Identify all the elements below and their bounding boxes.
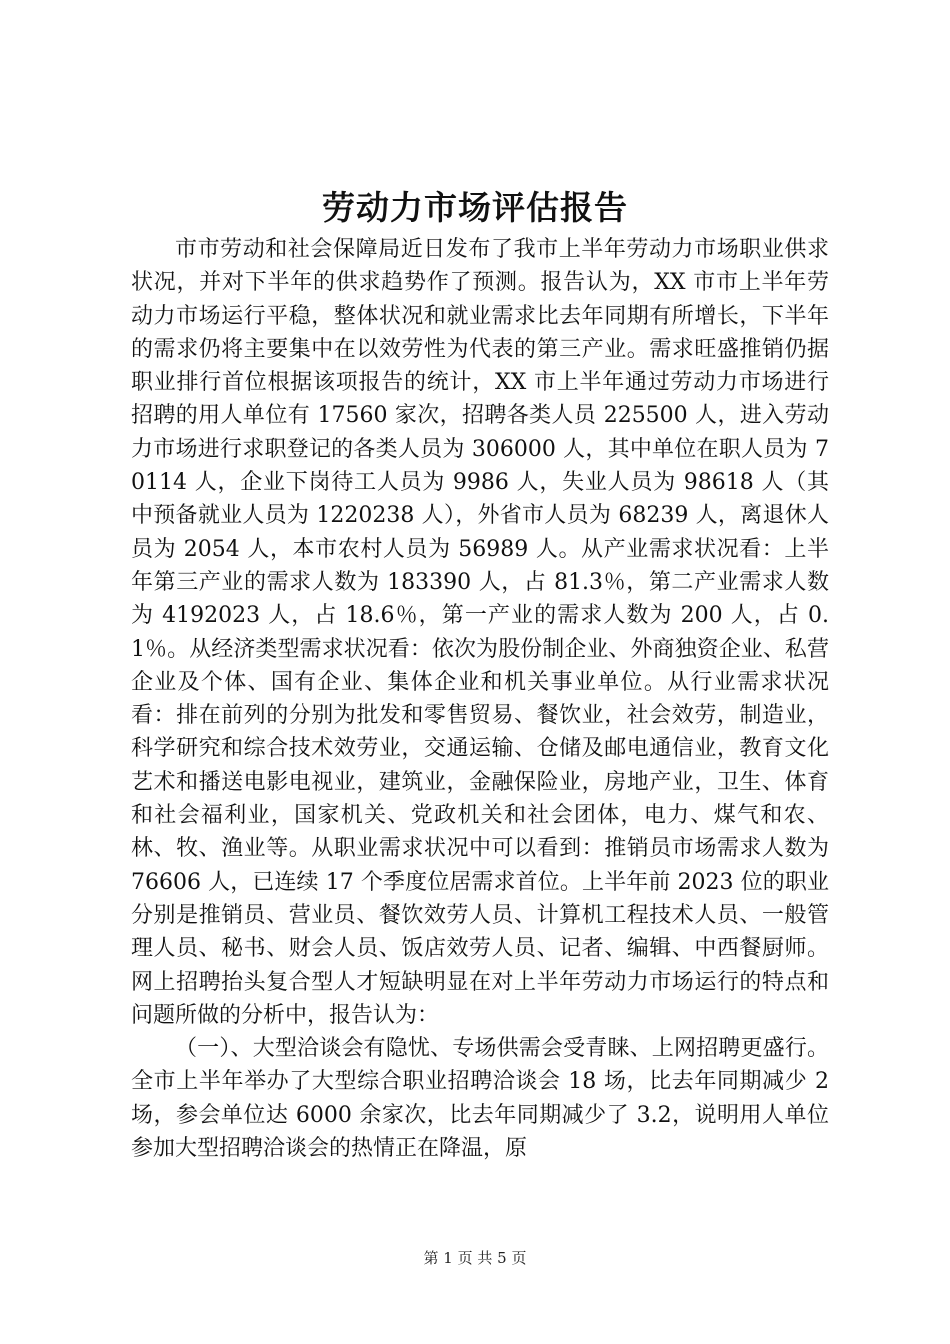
page-total: 共 5 页: [477, 1249, 527, 1267]
page-footer: [0, 1248, 950, 1268]
document-title: 劳动力市场评估报告: [322, 188, 628, 227]
paragraph: 市市劳动和社会保障局近日发布了我市上半年劳动力市场职业供求状况，并对下半年的供求趋势作了预测。报告认为，XX 市市上半年劳动力市场运行平稳，整体状况和就业需求比去年同期有所增长，下半年的需求仍将主要集中在以效劳性为代表的第三产业。需求旺盛推销仍据职业排行首位根据该项报告的统计，XX 市上半年通过劳动力市场进行招聘的用人单位有 17560 家次，招聘各类人员 225500 人，进入劳动力市场进行求职登记的各类人员为 306000 人，其中单位在职人员为 70114 人，企业下岗待工人员为 9986 人，失业人员为 98618 人（其中预备就业人员为 1220238 人），外省市人员为 68239 人，离退休人员为 2054 人，本市农村人员为 56989 人。从产业需求状况看：上半年第三产业的需求人数为 183390 人，占 81.3％，第二产业需求人数为 4192023 人，占 18.6％，第一产业的需求人数为 200 人，占 0.1％。从经济类型需求状况看：依次为股份制企业、外商独资企业、私营企业及个体、国有企业、集体企业和机关事业单位。从行业需求状况看：排在前列的分别为批发和零售贸易、餐饮业，社会效劳，制造业，科学研究和综合技术效劳业，交通运输、仓储及邮电通信业，教育文化艺术和播送电影电视业，建筑业，金融保险业，房地产业，卫生、体育和社会福利业，国家机关、党政机关和社会团体，电力、煤气和农、林、牧、渔业等。从职业需求状况中可以看到：推销员市场需求人数为 76606 人，已连续 17 个季度位居需求首位。上半年前 2023 位的职业分别是推销员、营业员、餐饮效劳人员、计算机工程技术人员、一般管理人员、秘书、财会人员、饭店效劳人员、记者、编辑、中西餐厨师。网上招聘抬头复合型人才短缺明显在对上半年劳动力市场运行的特点和问题所做的分析中，报告认为：: [131, 237, 829, 1028]
document-body: [131, 233, 829, 1165]
paragraph: （一）、大型洽谈会有隐忧、专场供需会受青睐、上网招聘更盛行。全市上半年举办了大型综合职业招聘洽谈会 18 场，比去年同期减少 2 场，参会单位达 6000 余家次，比去年同期减少了 3.2，说明用人单位参加大型招聘洽谈会的热情正在降温，原: [131, 1036, 829, 1162]
page-number: 第 1 页: [423, 1249, 473, 1267]
